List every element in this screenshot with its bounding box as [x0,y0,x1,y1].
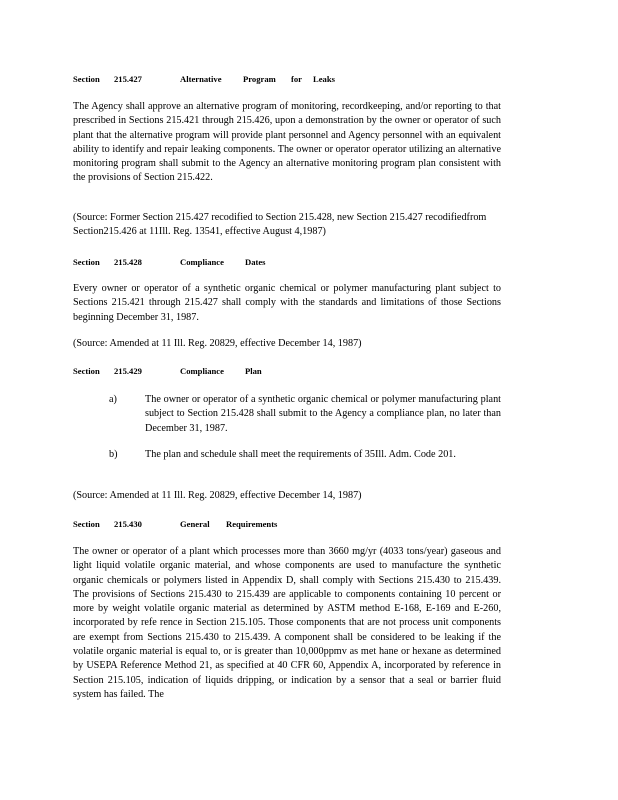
list-item-label: a) [109,394,117,405]
section-title-word: General [180,519,210,529]
list-item-label: b) [109,449,118,460]
section-title-word: Dates [245,257,266,267]
section-number: 215.428 [114,257,142,267]
source-note: (Source: Amended at 11 Ill. Reg. 20829, effective December 14, 1987) [73,338,362,349]
section-body: The Agency shall approve an alternative program of monitoring, recordkeeping, and/or reporting to that prescribed in Sections 215.421 through 215.426, upon a demonstration by the owner or operator of such plant that the alternative program will provide plant personnel and Agency personnel with an equivalent ability to identify and repair leaking components. The owner or operator operator utilizing an alternative monitoring program shall submit to the Agency an alternative monitoring program plan consistent with the provisions of Section 215.422. [73,101,501,184]
section-body: The owner or operator of a plant which processes more than 3660 mg/yr (4033 tons/year) gaseous and light liquid volatile organic material, and whose components are used to manufacture the synthetic organic chemicals or polymers listed in Appendix D, shall comply with Sections 215.430 to 215.439. The provisions of Sections 215.430 to 215.439 are applicable to components containing 10 percent or more by weight volatile organic material as determined by ASTM method E-168, E-169 and E-260, incorporated by refe rence in Section 215.105. Those components that are not process unit components are exempt from Sections 215.430 to 215.439. A component shall be considered to be leaking if the volatile organic material is equal to, or is greater than 10,000ppmv as met hane or hexane as determined by USEPA Reference Method 21, as specified at 40 CFR 60, Appendix A, incorporated by reference in Section 215.105, indication of liquids dripping, or indication by a sensor that a seal or barrier fluid system has failed. The [73,546,501,700]
source-note: (Source: Amended at 11 Ill. Reg. 20829, effective December 14, 1987) [73,490,362,501]
section-number: 215.427 [114,74,142,84]
section-word: Section [73,519,100,529]
section-word: Section [73,366,100,376]
source-note: (Source: Former Section 215.427 recodified to Section 215.428, new Section 215.427 recodifiedfrom Section215.426 at 11Ill. Reg. 13541, effective August 4,1987) [73,212,487,238]
section-title-word: Program [243,74,276,84]
section-title-word: Compliance [180,257,224,267]
section-title-word: Alternative [180,74,222,84]
section-title-word: Plan [245,366,262,376]
section-body: Every owner or operator of a synthetic organic chemical or polymer manufacturing plant subject to Sections 215.421 through 215.427 shall comply with the standards and limitations of those Sections beginning December 31, 1987. [73,283,501,323]
section-number: 215.429 [114,366,142,376]
section-title-word: Leaks [313,74,335,84]
section-word: Section [73,74,100,84]
section-title-word: for [291,74,302,84]
section-title-word: Compliance [180,366,224,376]
section-number: 215.430 [114,519,142,529]
list-item-text: The owner or operator of a synthetic organic chemical or polymer manufacturing plant subject to Section 215.428 shall submit to the Agency a compliance plan, no later than December 31, 1987. [145,394,501,434]
section-title-word: Requirements [226,519,278,529]
section-word: Section [73,257,100,267]
list-item-text: The plan and schedule shall meet the requirements of 35Ill. Adm. Code 201. [145,449,456,460]
